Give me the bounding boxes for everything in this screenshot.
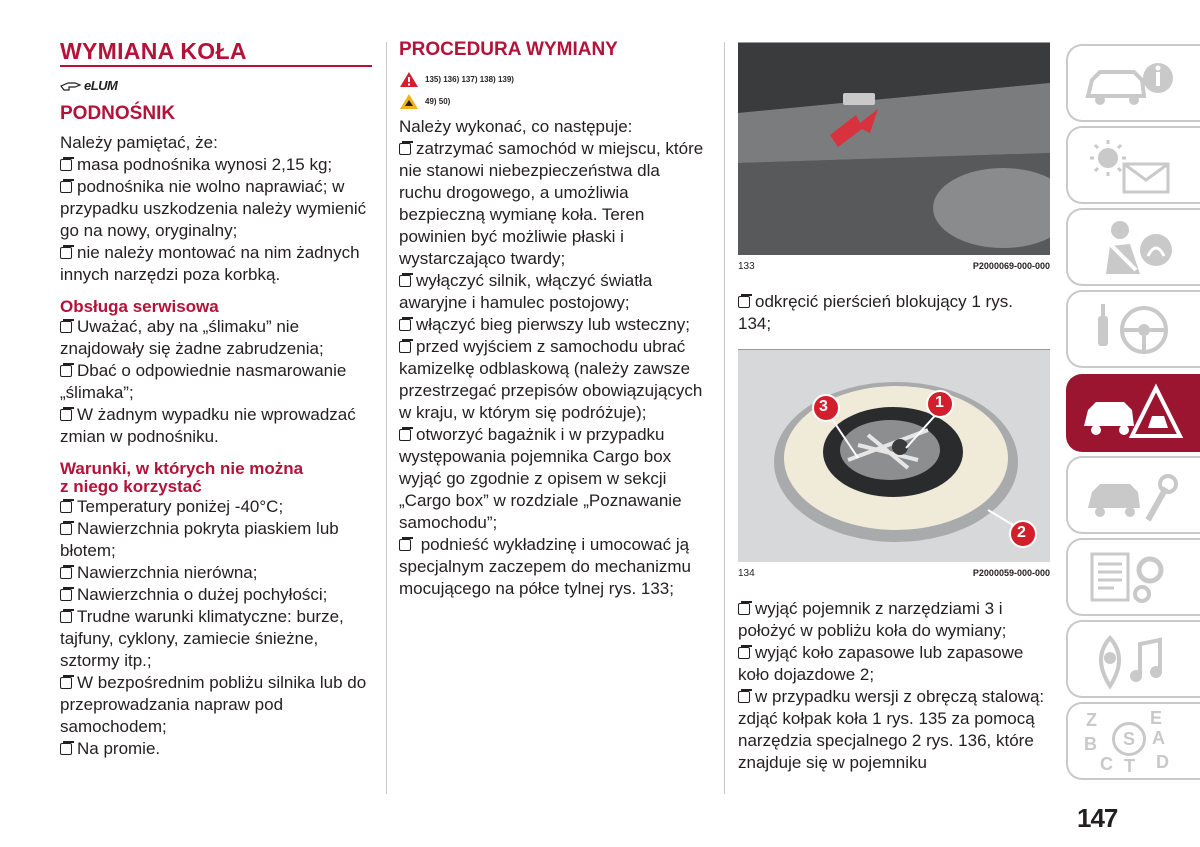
checkbox-icon [60,159,72,171]
elum-logo [60,70,372,100]
list-item: W bezpośrednim pobliżu silnika lub do przeprowadzania napraw pod samochodem; [60,673,367,736]
intro-text: Należy pamiętać, że: [60,133,218,152]
tab-warning-lights[interactable] [1066,126,1200,204]
title-rule [60,65,372,67]
callout-1: 1 [935,394,944,411]
procedure-title: PROCEDURA WYMIANY [399,39,618,60]
key-steering-icon [1078,298,1188,362]
caution-refs: 49) 50) [399,90,704,112]
checkbox-icon [60,589,72,601]
list-item: Na promie. [60,738,372,760]
subsection-title: PODNOŚNIK [60,103,176,124]
column-3 [738,42,1050,774]
seatbelt-icon [1078,216,1188,280]
checkbox-icon [399,341,411,353]
list-item: wyłączyć silnik, włączyć światła awaryjne i hamulec postojowy; [399,271,653,312]
car-info-icon [1078,52,1188,116]
list-item: zatrzymać samochód w miejscu, które nie stanowi niebezpieczeństwa dla ruchu drogowego, a umożliwia bezpieczną wymianę koła. Teren powinien być możliwie płaski i wystarczająco twardy; [399,139,704,268]
spec-gears-icon [1078,546,1188,610]
tab-multimedia[interactable] [1066,620,1200,698]
checkbox-icon [60,181,72,193]
figure-133 [738,42,1050,255]
list-item: Nawierzchnia nierówna; [60,562,372,584]
checkbox-icon [399,429,411,441]
sun-envelope-icon [1078,134,1188,198]
checkbox-icon [399,275,411,287]
list-item: Dbać o odpowiednie nasmarowanie „ślimaka”; [60,361,347,402]
checkbox-icon [738,603,750,615]
car-wrench-icon [1078,464,1188,528]
list-item: podnośnika nie wolno naprawiać; w przypadku uszkodzenia należy wymienić go na nowy, oryginalny; [60,177,367,240]
column-1 [60,38,372,760]
multimedia-icon [1078,628,1188,692]
warning-refs: 135) 136) 137) 138) 139) [399,68,704,90]
elum-text: eLUM [84,77,118,93]
column-2 [399,38,704,600]
list-item: Trudne warunki klimatyczne: burze, tajfuny, cyklony, zamiecie śnieżne, sztormy itp.; [60,607,344,670]
figure-134-caption: 134 P2000059-000-000 [738,568,1050,579]
callout-3: 3 [819,398,828,415]
column-divider [386,42,387,794]
caution-icon [399,93,419,110]
callout-2: 2 [1017,524,1026,541]
list-item: Nawierzchnia o dużej pochyłości; [60,584,372,606]
checkbox-icon [60,611,72,623]
tab-safety[interactable] [1066,208,1200,286]
tab-emergency[interactable] [1066,374,1200,452]
checkbox-icon [399,319,411,331]
list-item: Nawierzchnia pokryta piaskiem lub błotem; [60,519,339,560]
tab-index[interactable] [1066,702,1200,780]
list-item: przed wyjściem z samochodu ubrać kamizelkę odblaskową (należy zawsze przestrzegać przepisów obowiązujących w kraju, w którym się podróżuje); [399,337,703,422]
checkbox-icon [738,296,750,308]
checkbox-icon [738,647,750,659]
checkbox-icon [60,321,72,333]
checkbox-icon [60,523,72,535]
figure-134 [738,349,1050,562]
list-item: nie należy montować na nim żadnych innych narzędzi poza korbką. [60,243,360,284]
list-item: otworzyć bagażnik i w przypadku występowania pojemnika Cargo box wyjąć go zgodnie z opisem w sekcji „Cargo box” w rozdziale „Poznawanie samochodu”; [399,425,682,532]
list-item: masa podnośnika wynosi 2,15 kg; [60,154,372,176]
list-item: w przypadku wersji z obręczą stalową: zdjąć kołpak koła 1 rys. 135 za pomocą narzędzia specjalnego 2 rys. 136, które znajduje się w pojemniku [738,687,1045,772]
tab-technical-data[interactable] [1066,538,1200,616]
checkbox-icon [60,677,72,689]
section-title: WYMIANA KOŁA [60,38,247,64]
checkbox-icon [60,409,72,421]
page-number: 147 [1077,803,1118,833]
column-divider [724,42,725,794]
checkbox-icon [399,539,411,551]
car-warning-icon [1078,382,1188,446]
checkbox-icon [738,691,750,703]
figure-133-caption: 133 P2000069-000-000 [738,261,1050,272]
tab-maintenance[interactable] [1066,456,1200,534]
list-item: podnieść wykładzinę i umocować ją specjalnym zaczepem do mechanizmu mocującego na półce tylnej rys. 133; [399,535,691,598]
list-item: Uważać, aby na „ślimaku” nie znajdowały się żadne zabrudzenia; [60,317,324,358]
service-heading: Obsługa serwisowa [60,297,219,316]
list-item: W żadnym wypadku nie wprowadzać zmian w podnośniku. [60,405,356,446]
intro-text: Należy wykonać, co następuje: [399,117,633,136]
tab-starting-driving[interactable] [1066,290,1200,368]
trunk-photo [738,43,1050,255]
conditions-heading: Warunki, w których nie można z niego korzystać [60,459,304,496]
warning-icon [399,71,419,88]
index-icon: Z E B S A C T D [1084,708,1169,776]
checkbox-icon [60,567,72,579]
checkbox-icon [60,743,72,755]
list-item: włączyć bieg pierwszy lub wsteczny; [399,314,704,336]
checkbox-icon [60,365,72,377]
tab-dashboard[interactable] [1066,44,1200,122]
hand-icon [60,78,82,92]
list-item: wyjąć pojemnik z narzędziami 3 i położyć w pobliżu koła do wymiany; [738,599,1007,640]
list-item: wyjąć koło zapasowe lub zapasowe koło dojazdowe 2; [738,643,1024,684]
list-item: Temperatury poniżej -40°C; [60,496,372,518]
checkbox-icon [399,143,411,155]
checkbox-icon [60,247,72,259]
spare-wheel-photo [738,350,1050,562]
list-item: odkręcić pierścień blokujący 1 rys. 134; [738,292,1013,333]
checkbox-icon [60,501,72,513]
